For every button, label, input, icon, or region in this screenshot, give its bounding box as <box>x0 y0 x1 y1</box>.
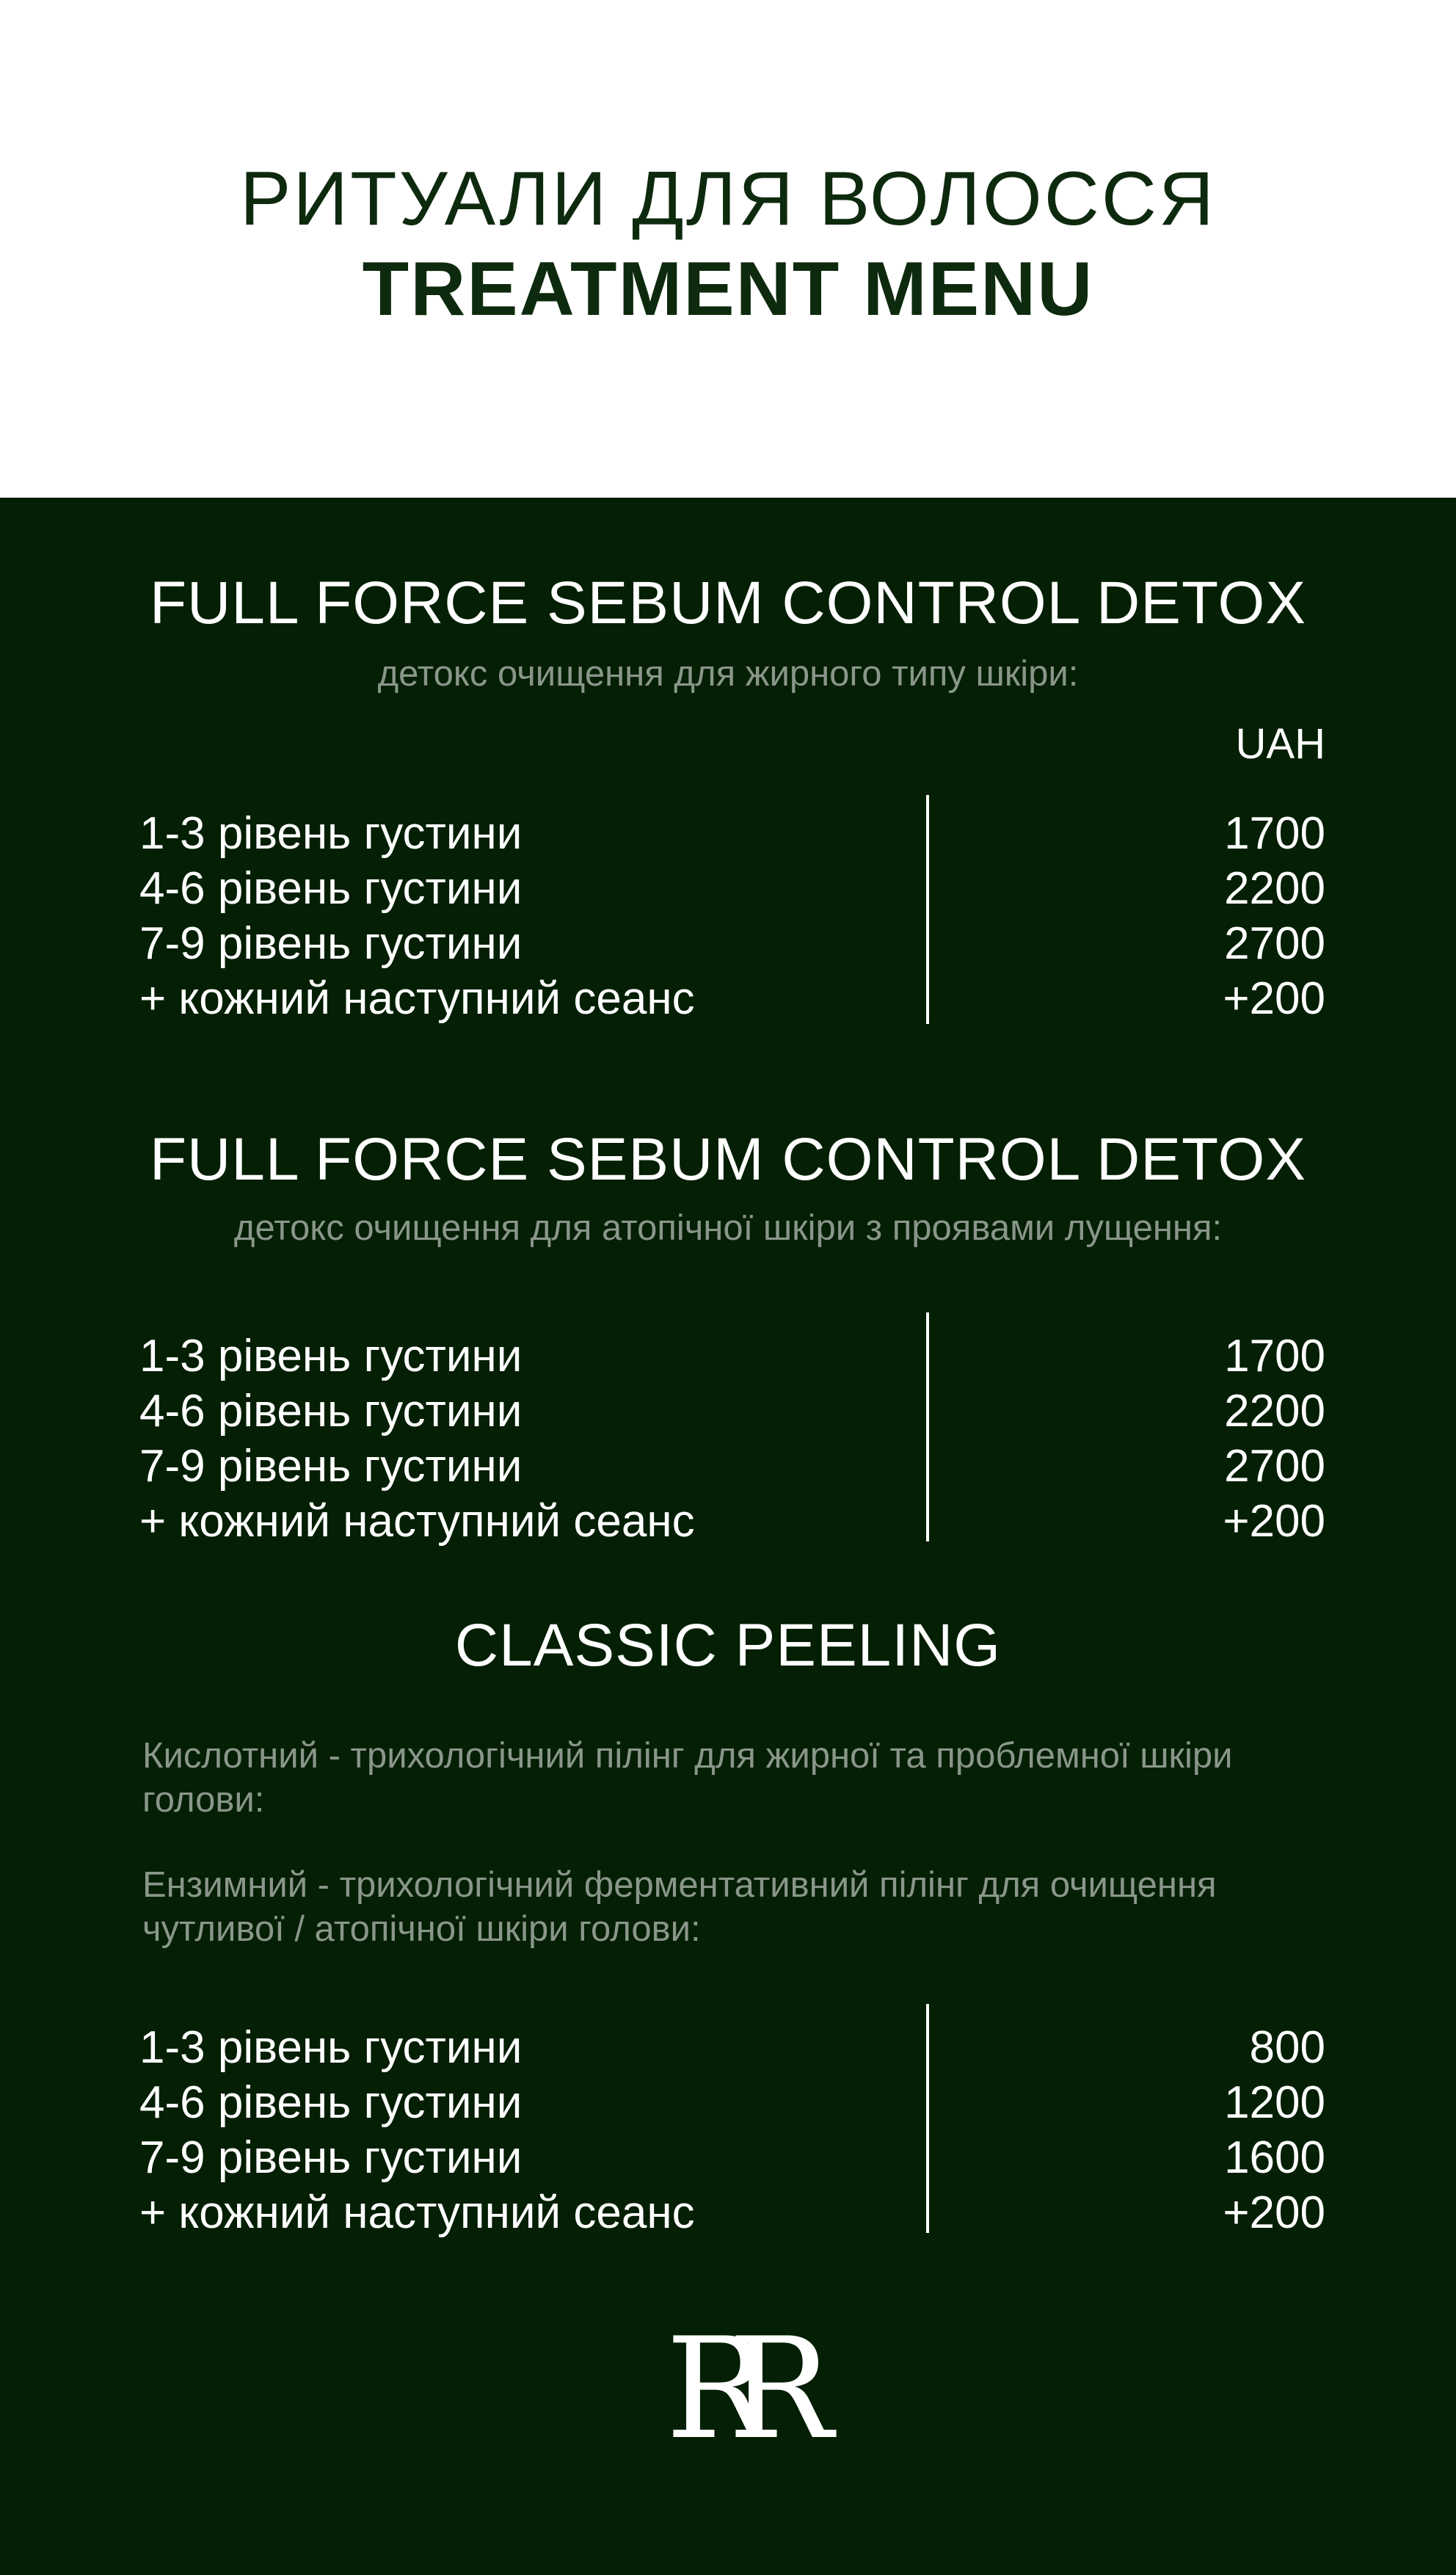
section-3-description-enzyme: Ензимний - трихологічний ферментативний пілінг для очищення чутливої / атопічної шкіри голови: <box>142 1865 1217 1949</box>
row-label: 7-9 рівень густини <box>139 1441 523 1492</box>
row-label: 4-6 рівень густини <box>139 863 523 914</box>
header <box>0 0 1456 498</box>
row-label: + кожний наступний сеанс <box>139 1496 695 1547</box>
price-row <box>139 1439 1325 1494</box>
price-row <box>139 916 1325 971</box>
row-label: 1-3 рівень густини <box>139 2022 523 2073</box>
row-label: 7-9 рівень густини <box>139 2132 523 2183</box>
row-price: 2200 <box>1224 1386 1325 1437</box>
section-3-description-acid: Кислотний - трихологічний пілінг для жирної та проблемної шкіри голови: <box>142 1736 1233 1820</box>
page-title-en: TREATMENT MENU <box>362 247 1094 332</box>
section-3-price-table <box>139 2020 1325 2240</box>
row-label: + кожний наступний сеанс <box>139 2187 695 2238</box>
row-price: 1700 <box>1224 808 1325 859</box>
brand-logo <box>0 2308 1456 2470</box>
price-row <box>139 2020 1325 2075</box>
row-price: 1700 <box>1224 1331 1325 1381</box>
price-row <box>139 1494 1325 1549</box>
currency-label: UAH <box>1235 720 1325 768</box>
price-row <box>139 2130 1325 2185</box>
row-price: +200 <box>1223 2187 1325 2238</box>
section-2-price-table <box>139 1329 1325 1549</box>
row-label: + кожний наступний сеанс <box>139 973 695 1024</box>
section-3-title: CLASSIC PEELING <box>454 1612 1002 1679</box>
logo-monogram: RR <box>665 2308 791 2470</box>
row-label: 4-6 рівень густини <box>139 2077 523 2128</box>
page-title-ua: РИТУАЛИ ДЛЯ ВОЛОССЯ <box>239 156 1217 241</box>
section-1-subtitle: детокс очищення для жирного типу шкіри: <box>377 654 1079 694</box>
row-label: 1-3 рівень густини <box>139 1331 523 1381</box>
price-row <box>139 2185 1325 2240</box>
row-price: +200 <box>1223 1496 1325 1547</box>
section-1-price-table <box>139 806 1325 1026</box>
row-label: 7-9 рівень густини <box>139 918 523 969</box>
row-price: 1600 <box>1224 2132 1325 2183</box>
price-row <box>139 1384 1325 1439</box>
row-label: 4-6 рівень густини <box>139 1386 523 1437</box>
row-price: 2700 <box>1224 918 1325 969</box>
row-price: 2200 <box>1224 863 1325 914</box>
section-2-subtitle: детокс очищення для атопічної шкіри з проявами лущення: <box>233 1208 1223 1248</box>
price-row <box>139 971 1325 1026</box>
row-price: 800 <box>1249 2022 1325 2073</box>
row-price: 2700 <box>1224 1441 1325 1492</box>
section-1-title: FULL FORCE SEBUM CONTROL DETOX <box>149 570 1307 636</box>
price-row <box>139 806 1325 861</box>
row-price: 1200 <box>1224 2077 1325 2128</box>
price-row <box>139 1329 1325 1384</box>
row-label: 1-3 рівень густини <box>139 808 523 859</box>
price-row <box>139 861 1325 916</box>
row-price: +200 <box>1223 973 1325 1024</box>
price-row <box>139 2075 1325 2130</box>
section-2-title: FULL FORCE SEBUM CONTROL DETOX <box>149 1126 1307 1193</box>
